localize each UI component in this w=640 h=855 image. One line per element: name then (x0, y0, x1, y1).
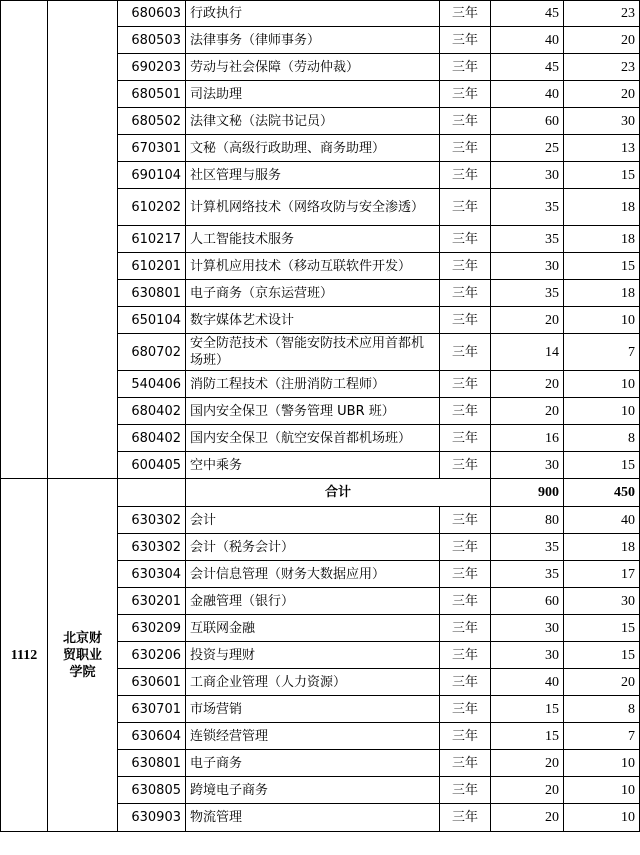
study-duration: 三年 (440, 280, 491, 307)
major-name: 国内安全保卫（警务管理 UBR 班） (186, 398, 440, 425)
major-name: 会计信息管理（财务大数据应用） (186, 561, 440, 588)
study-duration: 三年 (440, 398, 491, 425)
enrollment-sub: 7 (564, 334, 640, 371)
major-name: 国内安全保卫（航空安保首都机场班） (186, 425, 440, 452)
major-code: 630206 (118, 642, 186, 669)
enrollment-total: 20 (491, 750, 564, 777)
enrollment-total: 14 (491, 334, 564, 371)
school-id: 1112 (1, 479, 48, 832)
enrollment-sub: 20 (564, 81, 640, 108)
enrollment-sub: 23 (564, 54, 640, 81)
major-name: 人工智能技术服务 (186, 226, 440, 253)
enrollment-sub: 10 (564, 398, 640, 425)
major-name: 计算机网络技术（网络攻防与安全渗透） (186, 189, 440, 226)
study-duration: 三年 (440, 723, 491, 750)
major-code: 630801 (118, 280, 186, 307)
major-code: 600405 (118, 452, 186, 479)
study-duration: 三年 (440, 588, 491, 615)
major-code: 630201 (118, 588, 186, 615)
study-duration: 三年 (440, 253, 491, 280)
enrollment-total: 60 (491, 108, 564, 135)
enrollment-total: 15 (491, 696, 564, 723)
major-name: 法律文秘（法院书记员） (186, 108, 440, 135)
major-code: 610217 (118, 226, 186, 253)
enrollment-total: 16 (491, 425, 564, 452)
enrollment-sub: 40 (564, 507, 640, 534)
major-name: 连锁经营管理 (186, 723, 440, 750)
study-duration: 三年 (440, 81, 491, 108)
major-code: 690104 (118, 162, 186, 189)
major-name: 安全防范技术（智能安防技术应用首都机场班） (186, 334, 440, 371)
major-code: 630801 (118, 750, 186, 777)
major-name: 社区管理与服务 (186, 162, 440, 189)
enrollment-total: 45 (491, 1, 564, 27)
major-name: 司法助理 (186, 81, 440, 108)
study-duration: 三年 (440, 425, 491, 452)
major-name: 数字媒体艺术设计 (186, 307, 440, 334)
major-code: 680603 (118, 1, 186, 27)
enrollment-sub: 30 (564, 108, 640, 135)
study-duration: 三年 (440, 27, 491, 54)
enrollment-sub: 20 (564, 27, 640, 54)
major-code: 540406 (118, 371, 186, 398)
major-name: 会计（税务会计） (186, 534, 440, 561)
grand-total: 900 (491, 479, 564, 507)
enrollment-total: 35 (491, 534, 564, 561)
major-name: 计算机应用技术（移动互联软件开发） (186, 253, 440, 280)
study-duration: 三年 (440, 189, 491, 226)
enrollment-sub: 10 (564, 777, 640, 804)
study-duration: 三年 (440, 642, 491, 669)
major-code: 630302 (118, 534, 186, 561)
enrollment-sub: 23 (564, 1, 640, 27)
enrollment-total: 15 (491, 723, 564, 750)
enrollment-total: 40 (491, 27, 564, 54)
major-name: 投资与理财 (186, 642, 440, 669)
enrollment-total: 30 (491, 253, 564, 280)
major-code: 630601 (118, 669, 186, 696)
major-name: 消防工程技术（注册消防工程师） (186, 371, 440, 398)
enrollment-total: 35 (491, 280, 564, 307)
enrollment-sub: 30 (564, 588, 640, 615)
enrollment-total: 30 (491, 452, 564, 479)
major-name: 会计 (186, 507, 440, 534)
enrollment-total: 45 (491, 54, 564, 81)
major-name: 行政执行 (186, 1, 440, 27)
major-code: 630302 (118, 507, 186, 534)
study-duration: 三年 (440, 669, 491, 696)
study-duration: 三年 (440, 507, 491, 534)
major-name: 互联网金融 (186, 615, 440, 642)
study-duration: 三年 (440, 750, 491, 777)
major-name: 金融管理（银行） (186, 588, 440, 615)
enrollment-sub: 18 (564, 280, 640, 307)
enrollment-sub: 18 (564, 534, 640, 561)
enrollment-total: 40 (491, 81, 564, 108)
major-name: 电子商务（京东运营班） (186, 280, 440, 307)
major-name: 市场营销 (186, 696, 440, 723)
study-duration: 三年 (440, 371, 491, 398)
major-code: 680502 (118, 108, 186, 135)
enrollment-sub: 10 (564, 750, 640, 777)
enrollment-sub: 20 (564, 669, 640, 696)
major-name: 物流管理 (186, 804, 440, 832)
enrollment-total: 25 (491, 135, 564, 162)
enrollment-sub: 8 (564, 425, 640, 452)
major-name: 劳动与社会保障（劳动仲裁） (186, 54, 440, 81)
study-duration: 三年 (440, 135, 491, 162)
major-name: 法律事务（律师事务） (186, 27, 440, 54)
enrollment-total: 35 (491, 226, 564, 253)
enrollment-sub: 15 (564, 253, 640, 280)
major-code: 650104 (118, 307, 186, 334)
enrollment-total: 30 (491, 162, 564, 189)
study-duration: 三年 (440, 162, 491, 189)
school-name: 北京财贸职业学院 (48, 479, 118, 832)
major-name: 工商企业管理（人力资源） (186, 669, 440, 696)
enrollment-total: 30 (491, 642, 564, 669)
study-duration: 三年 (440, 1, 491, 27)
enrollment-total: 20 (491, 777, 564, 804)
enrollment-total: 80 (491, 507, 564, 534)
enrollment-sub: 18 (564, 189, 640, 226)
study-duration: 三年 (440, 804, 491, 832)
study-duration: 三年 (440, 334, 491, 371)
major-code: 670301 (118, 135, 186, 162)
enrollment-sub: 7 (564, 723, 640, 750)
major-code: 680702 (118, 334, 186, 371)
major-code: 630209 (118, 615, 186, 642)
major-code: 630701 (118, 696, 186, 723)
enrollment-sub: 15 (564, 452, 640, 479)
study-duration: 三年 (440, 777, 491, 804)
total-label: 合计 (186, 479, 491, 507)
major-code: 630604 (118, 723, 186, 750)
major-name: 空中乘务 (186, 452, 440, 479)
study-duration: 三年 (440, 615, 491, 642)
enrollment-total: 60 (491, 588, 564, 615)
study-duration: 三年 (440, 54, 491, 81)
enrollment-sub: 17 (564, 561, 640, 588)
enrollment-sub: 10 (564, 307, 640, 334)
major-code: 690203 (118, 54, 186, 81)
enrollment-sub: 15 (564, 162, 640, 189)
enrollment-total: 35 (491, 189, 564, 226)
major-code: 680402 (118, 398, 186, 425)
enrollment-sub: 18 (564, 226, 640, 253)
enrollment-sub: 10 (564, 371, 640, 398)
enrollment-total: 35 (491, 561, 564, 588)
study-duration: 三年 (440, 307, 491, 334)
enrollment-sub: 15 (564, 615, 640, 642)
total-spacer (118, 479, 186, 507)
study-duration: 三年 (440, 696, 491, 723)
study-duration: 三年 (440, 561, 491, 588)
major-code: 630304 (118, 561, 186, 588)
total-row (1, 479, 640, 507)
major-code: 680402 (118, 425, 186, 452)
grand-sub-total: 450 (564, 479, 640, 507)
school-id-cell-prev (1, 1, 48, 479)
study-duration: 三年 (440, 534, 491, 561)
major-code: 630903 (118, 804, 186, 832)
enrollment-total: 20 (491, 398, 564, 425)
enrollment-total: 20 (491, 371, 564, 398)
enrollment-sub: 15 (564, 642, 640, 669)
study-duration: 三年 (440, 452, 491, 479)
enrollment-total: 20 (491, 307, 564, 334)
school-name-cell-prev (48, 1, 118, 479)
table-row (1, 1, 640, 27)
major-code: 680503 (118, 27, 186, 54)
study-duration: 三年 (440, 108, 491, 135)
enrollment-sub: 10 (564, 804, 640, 832)
enrollment-total: 30 (491, 615, 564, 642)
study-duration: 三年 (440, 226, 491, 253)
major-code: 680501 (118, 81, 186, 108)
major-name: 文秘（高级行政助理、商务助理） (186, 135, 440, 162)
major-code: 630805 (118, 777, 186, 804)
major-name: 电子商务 (186, 750, 440, 777)
table-body (1, 1, 640, 832)
enrollment-total: 40 (491, 669, 564, 696)
major-code: 610201 (118, 253, 186, 280)
enrollment-sub: 8 (564, 696, 640, 723)
major-code: 610202 (118, 189, 186, 226)
major-name: 跨境电子商务 (186, 777, 440, 804)
enrollment-sub: 13 (564, 135, 640, 162)
enrollment-total: 20 (491, 804, 564, 832)
